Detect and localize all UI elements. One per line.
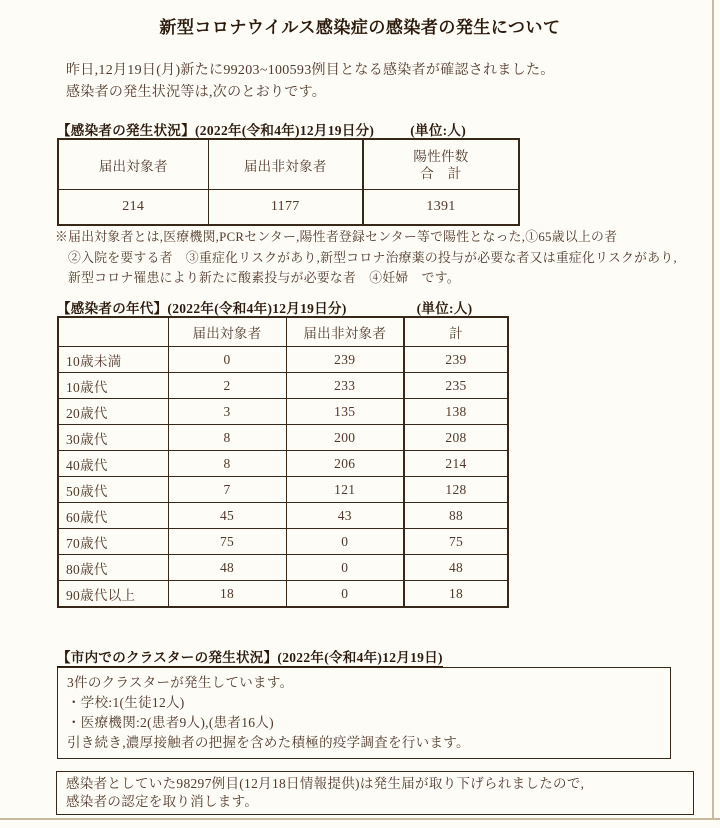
occurrence-col3-header [363, 139, 519, 190]
notice-line-1: 感染者としていた98297例目(12月18日情報提供)は発生届が取り下げられましたので, [66, 776, 585, 791]
notes [55, 227, 695, 289]
age-value-cell: 128 [404, 477, 508, 503]
age-value-cell: 8 [168, 451, 286, 477]
age-value-cell: 138 [404, 399, 508, 425]
age-value-cell: 3 [168, 399, 286, 425]
age-col0-header [58, 317, 168, 347]
note-line-3: 新型コロナ罹患により新たに酸素投与が必要な者 ④妊婦 です。 [68, 271, 460, 285]
age-label-cell: 80歳代 [58, 555, 168, 581]
intro-paragraph [66, 60, 711, 104]
page-edge-bottom-line [0, 818, 720, 820]
age-label-cell: 60歳代 [58, 503, 168, 529]
age-value-cell: 43 [286, 503, 404, 529]
age-label-cell: 10歳未満 [58, 347, 168, 373]
occurrence-value-row [58, 190, 519, 226]
age-value-cell: 48 [168, 555, 286, 581]
table-row [58, 581, 508, 608]
age-value-cell: 75 [168, 529, 286, 555]
occurrence-col2-header: 届出非対象者 [208, 139, 363, 190]
occurrence-unit-label: (単位:人) [410, 123, 467, 138]
age-value-cell: 0 [168, 347, 286, 373]
occurrence-header-row [58, 139, 519, 190]
age-label-cell: 20歳代 [58, 399, 168, 425]
age-value-cell: 200 [286, 425, 404, 451]
age-table-header-row [58, 317, 508, 347]
page-title: 新型コロナウイルス感染症の感染者の発生について [159, 18, 561, 37]
cluster-line-3: ・医療機関:2(患者9人),(患者16人) [67, 715, 274, 730]
age-value-cell: 206 [286, 451, 404, 477]
age-value-cell: 18 [404, 581, 508, 608]
notice-line-2: 感染者の認定を取り消します。 [66, 794, 259, 809]
occurrence-col3-header-line1: 陽性件数 [413, 148, 469, 164]
cluster-section-heading [57, 646, 443, 666]
cluster-heading-text: 【市内でのクラスターの発生状況】(2022年(令和4年)12月19日) [57, 650, 443, 665]
table-row [58, 555, 508, 581]
occurrence-section-heading [57, 119, 466, 139]
occurrence-col1-value: 214 [58, 190, 208, 226]
age-value-cell: 208 [404, 425, 508, 451]
table-row [58, 477, 508, 503]
age-value-cell: 48 [404, 555, 508, 581]
cluster-line-2: ・学校:1(生徒12人) [67, 695, 185, 710]
age-label-cell: 70歳代 [58, 529, 168, 555]
age-label-cell: 30歳代 [58, 425, 168, 451]
table-row [58, 399, 508, 425]
age-label-cell: 90歳代以上 [58, 581, 168, 608]
age-table [57, 316, 509, 608]
age-value-cell: 45 [168, 503, 286, 529]
age-value-cell: 0 [286, 581, 404, 608]
table-row [58, 451, 508, 477]
age-col2-header: 届出非対象者 [286, 317, 404, 347]
age-value-cell: 233 [286, 373, 404, 399]
age-section-heading [57, 297, 472, 317]
table-row [58, 503, 508, 529]
occurrence-col2-value: 1177 [208, 190, 363, 226]
intro-line-2: 感染者の発生状況等は,次のとおりです。 [66, 85, 327, 100]
occurrence-col3-value: 1391 [363, 190, 519, 226]
cluster-line-1: 3件のクラスターが発生しています。 [67, 675, 294, 690]
page-edge-right-line [712, 0, 714, 820]
age-value-cell: 239 [286, 347, 404, 373]
age-value-cell: 18 [168, 581, 286, 608]
occurrence-col1-header: 届出対象者 [58, 139, 208, 190]
age-value-cell: 121 [286, 477, 404, 503]
age-value-cell: 135 [286, 399, 404, 425]
age-value-cell: 8 [168, 425, 286, 451]
age-table-body [58, 347, 508, 608]
note-line-1: ※届出対象者とは,医療機関,PCRセンター,陽性者登録センター等で陽性となった,①65歳以上の者 [55, 230, 618, 244]
age-value-cell: 88 [404, 503, 508, 529]
age-value-cell: 2 [168, 373, 286, 399]
age-value-cell: 239 [404, 347, 508, 373]
table-row [58, 529, 508, 555]
table-row [58, 347, 508, 373]
age-value-cell: 235 [404, 373, 508, 399]
occurrence-heading-text: 【感染者の発生状況】(2022年(令和4年)12月19日分) [57, 123, 375, 138]
occurrence-table [57, 138, 520, 226]
note-line-2: ②入院を要する者 ③重症化リスクがあり,新型コロナ治療薬の投与が必要な者又は重症化リスクがあり, [68, 250, 677, 265]
age-label-cell: 50歳代 [58, 477, 168, 503]
age-col3-header: 計 [404, 317, 508, 347]
age-value-cell: 0 [286, 555, 404, 581]
cluster-line-4: 引き続き,濃厚接触者の把握を含めた積極的疫学調査を行います。 [67, 735, 470, 750]
age-value-cell: 0 [286, 529, 404, 555]
age-value-cell: 75 [404, 529, 508, 555]
table-row [58, 373, 508, 399]
age-label-cell: 10歳代 [58, 373, 168, 399]
occurrence-col3-header-line2: 合 計 [420, 165, 462, 181]
notice-box [56, 771, 694, 815]
age-label-cell: 40歳代 [58, 451, 168, 477]
cluster-box [57, 667, 671, 759]
intro-line-1: 昨日,12月19日(月)新たに99203~100593例目となる感染者が確認されました。 [66, 63, 555, 78]
age-unit-label: (単位:人) [416, 301, 473, 316]
age-heading-text: 【感染者の年代】(2022年(令和4年)12月19日分) [57, 301, 347, 316]
age-col1-header: 届出対象者 [168, 317, 286, 347]
table-row [58, 425, 508, 451]
age-value-cell: 214 [404, 451, 508, 477]
age-value-cell: 7 [168, 477, 286, 503]
